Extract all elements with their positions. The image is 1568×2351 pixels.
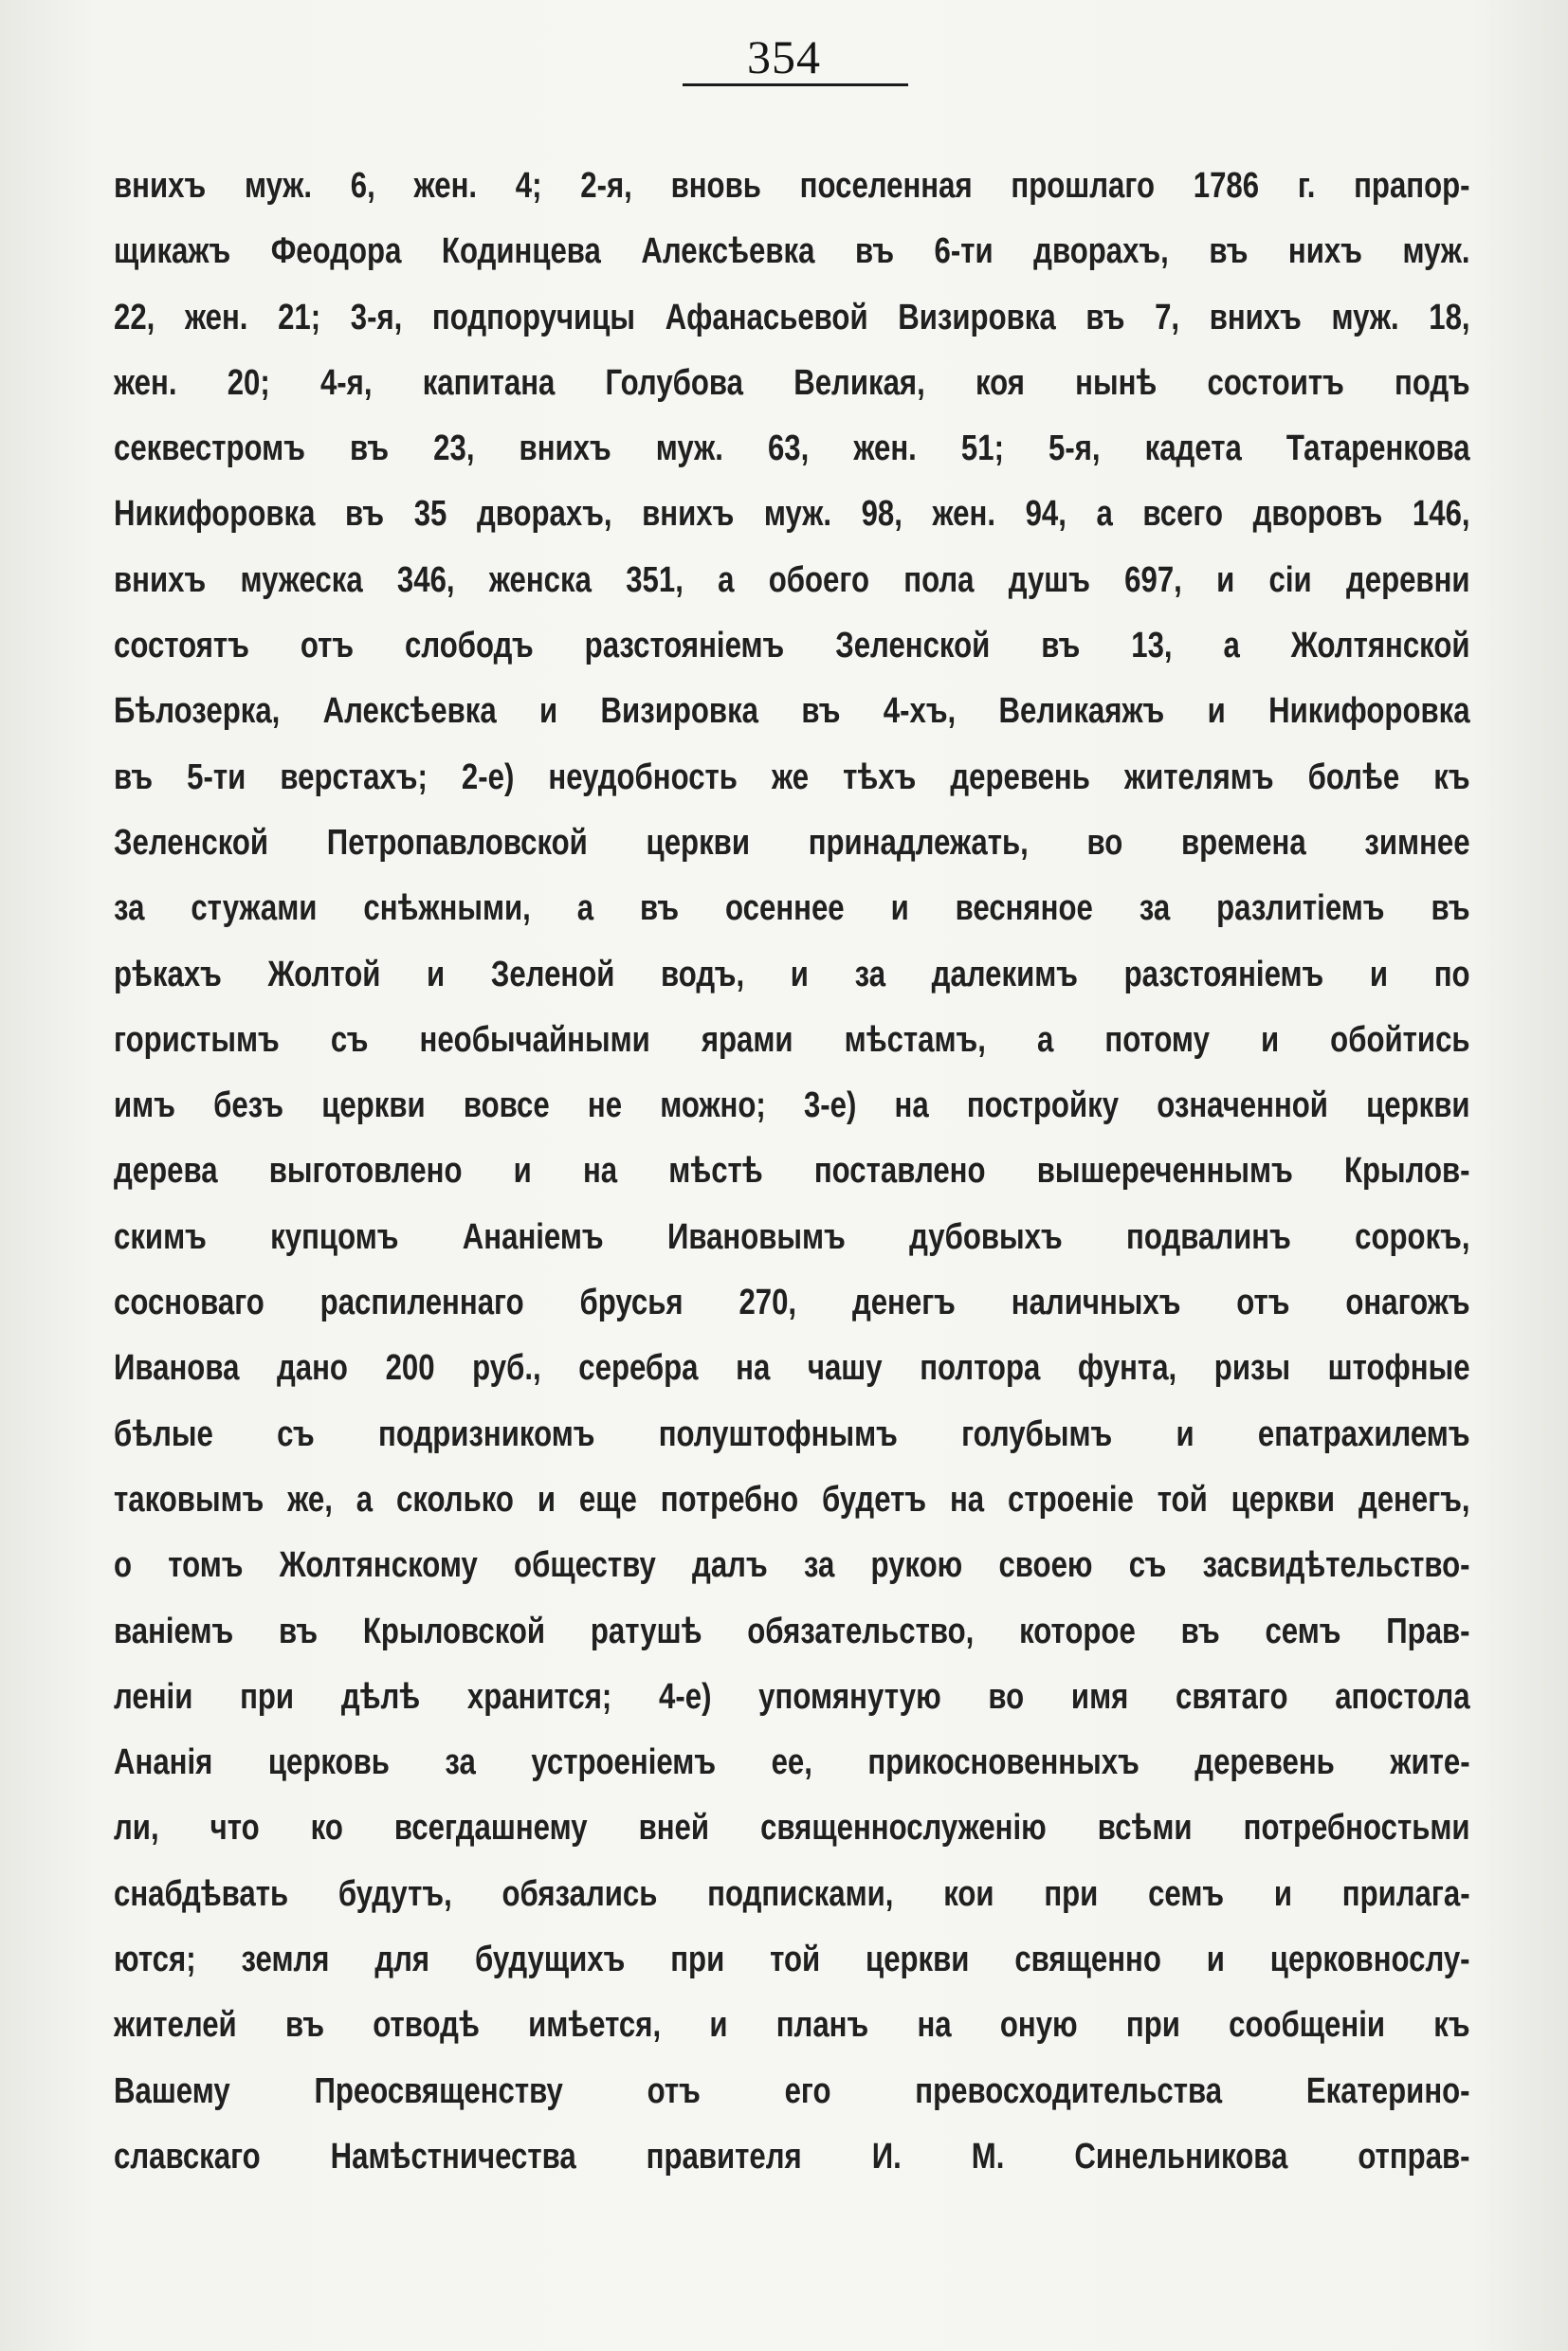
text-line: рѣкахъ Жолтой и Зеленой водъ, и за далекимъ разстояніемъ и по [114, 954, 1470, 994]
text-line: состоятъ отъ слободъ разстояніемъ Зеленской въ 13, а Жолтянской [114, 626, 1470, 666]
text-line: Зеленской Петропавловской церкви принадлежать, во времена зимнее [114, 822, 1470, 863]
text-line: Вашему Преосвященству отъ его превосходительства Екатерино- [114, 2070, 1470, 2111]
text-line: секвестромъ въ 23, вниxъ муж. 63, жен. 51; 5-я, кадета Татаренкова [114, 428, 1470, 469]
text-line: бѣлые съ подризникомъ полуштофнымъ голубымъ и епатрахилемъ [114, 1413, 1470, 1454]
text-line: Бѣлозерка, Алексѣевка и Визировка въ 4-хъ, Великаяжъ и Никифоровка [114, 691, 1470, 732]
text-line: за стужами снѣжными, а въ осеннее и весняное за разлитіемъ въ [114, 888, 1470, 929]
text-line: вниxъ мужеска 346, женска 351, а обоего пола душъ 697, и сіи деревни [114, 559, 1470, 600]
text-line: ются; земля для будущихъ при той церкви священно и церковнослу- [114, 1940, 1470, 1980]
text-line: гористымъ съ необычайными ярами мѣстамъ, а потому и обойтись [114, 1019, 1470, 1060]
text-line: скимъ купцомъ Ананіемъ Ивановымъ дубовыхъ подвалинъ сорокъ, [114, 1216, 1470, 1257]
text-line: таковымъ же, а сколько и еще потребно будетъ на строеніе той церкви денегъ, [114, 1479, 1470, 1520]
header-rule [683, 83, 908, 86]
text-line: ли, что ко всегдашнему вней священнослуженію всѣми потребностьми [114, 1808, 1470, 1849]
page-header [0, 28, 1568, 85]
text-line: жителей въ отводѣ имѣется, и планъ на оную при сообщеніи къ [114, 2005, 1470, 2046]
text-line: Иванова дано 200 руб., серебра на чашу полтора фунта, ризы штофные [114, 1348, 1470, 1389]
text-line: въ 5-ти верстахъ; 2-е) неудобность же тѣхъ деревень жителямъ болѣе къ [114, 756, 1470, 797]
text-line: 22, жен. 21; 3-я, подпоручицы Афанасьевой Визировка въ 7, вниxъ муж. 18, [114, 297, 1470, 337]
text-line: имъ безъ церкви вовсе не можно; 3-е) на постройку означенной церкви [114, 1085, 1470, 1126]
body-text [114, 154, 1469, 2190]
text-line: Ананія церковь за устроеніемъ ее, прикосновенныхъ деревень жите- [114, 1742, 1470, 1783]
text-line: леніи при дѣлѣ хранится; 4-е) упомянутую во имя святаго апостола [114, 1676, 1470, 1717]
text-line: жен. 20; 4-я, капитана Голубова Великая, коя нынѣ состоитъ подъ [114, 362, 1470, 403]
text-line: дерева выготовлено и на мѣстѣ поставлено вышереченнымъ Крылов- [114, 1151, 1470, 1192]
text-line: снабдѣвать будутъ, обязались подписками, кои при семъ и прилага- [114, 1873, 1470, 1914]
text-line: Никифоровка въ 35 дворахъ, вниxъ муж. 98, жен. 94, а всего дворовъ 146, [114, 494, 1470, 535]
text-line: ваніемъ въ Крыловской ратушѣ обязательство, которое въ семъ Прав- [114, 1611, 1470, 1651]
page-number: 354 [747, 30, 821, 83]
text-line: славскаго Намѣстничества правителя И. М. Синельникова отправ- [114, 2136, 1470, 2177]
text-line: о томъ Жолтянскому обществу далъ за рукою своею съ засвидѣтельство- [114, 1545, 1470, 1586]
text-line: сосноваго распиленнаго брусья 270, денегъ наличныхъ отъ онагожъ [114, 1283, 1470, 1323]
text-line: щикажъ Феодора Кодинцева Алексѣевка въ 6-ти дворахъ, въ нихъ муж. [114, 231, 1470, 272]
text-line: вниxъ муж. 6, жен. 4; 2-я, вновь поселенная прошлаго 1786 г. прапор- [114, 166, 1470, 206]
